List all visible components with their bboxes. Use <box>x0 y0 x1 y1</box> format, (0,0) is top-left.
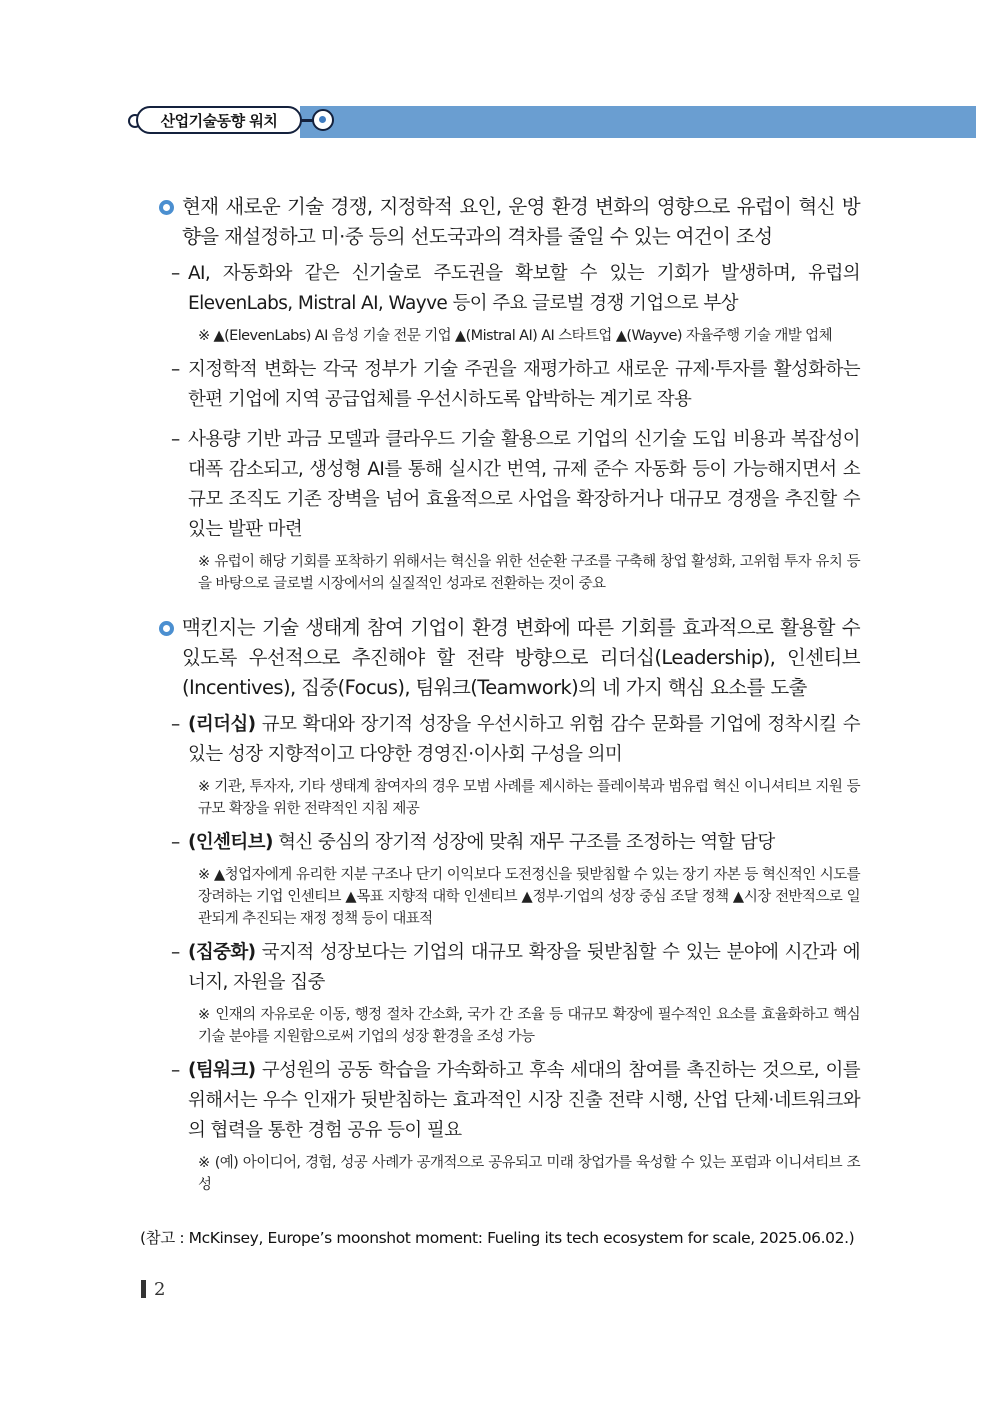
note-text: ※ 인재의 자유로운 이동, 행정 절차 간소화, 국가 간 조율 등 대규모 확장에 필수적인 요소를 효율화하고 핵심 기술 분야를 지원함으로써 기업의 성장 환경을 조성 가능 <box>198 1007 860 1045</box>
dash-mark: – <box>171 429 180 450</box>
item-label: (인센티브) <box>188 832 273 853</box>
list-item <box>150 259 860 319</box>
dash-mark: – <box>171 263 180 284</box>
item-note <box>150 551 860 595</box>
note-text: ※ 유럽이 해당 기회를 포착하기 위해서는 혁신을 위한 선순환 구조를 구축해 창업 활성화, 고위험 투자 유치 등을 바탕으로 글로벌 시장에서의 실질적인 성과로 전환하는 것이 중요 <box>198 554 860 592</box>
item-label: (팀워크) <box>188 1060 256 1081</box>
section-1-heading <box>150 192 860 252</box>
page-header <box>0 102 992 142</box>
note-text: ※ 기관, 투자자, 기타 생태계 참여자의 경우 모범 사례를 제시하는 플레이북과 범유럽 혁신 이니셔티브 지원 등 규모 확장을 위한 전략적인 지침 제공 <box>198 779 860 817</box>
dash-mark: – <box>171 1060 180 1081</box>
item-note <box>150 776 860 820</box>
section-text: 현재 새로운 기술 경쟁, 지정학적 요인, 운영 환경 변화의 영향으로 유럽이 혁신 방향을 재설정하고 미·중 등의 선도국과의 격차를 줄일 수 있는 여건이 조성 <box>182 195 860 248</box>
item-text: 지정학적 변화는 각국 정부가 기술 주권을 재평가하고 새로운 규제·투자를 활성화하는 한편 기업에 지역 공급업체를 우선시하도록 압박하는 계기로 작용 <box>188 359 860 410</box>
dash-mark: – <box>171 832 180 853</box>
page-number-text: 2 <box>154 1278 166 1300</box>
header-band <box>300 106 976 138</box>
item-text: AI, 자동화와 같은 신기술로 주도권을 확보할 수 있는 기회가 발생하며, 유럽의 ElevenLabs, Mistral AI, Wayve 등이 주요 글로벌 경쟁 기업으로 부상 <box>188 263 860 314</box>
item-note <box>150 1004 860 1048</box>
note-text: ※ ▲청업자에게 유리한 지분 구조나 단기 이익보다 도전정신을 뒷받침할 수 있는 장기 자본 등 혁신적인 시도를 장려하는 기업 인센티브 ▲목표 지향적 대학 인센티브 ▲정부·기업의 성장 중심 조달 정책 ▲시장 전반적으로 일관되게 추진되는 재정 정책 등이 대표적 <box>198 867 860 927</box>
list-item <box>150 710 860 770</box>
list-item <box>150 425 860 545</box>
note-text: ※ (예) 아이디어, 경험, 성공 사례가 공개적으로 공유되고 미래 창업가를 육성할 수 있는 포럼과 이니셔티브 조성 <box>198 1155 860 1193</box>
circle-bullet-icon <box>159 621 174 636</box>
header-title: 산업기술동향 워치 <box>136 106 302 134</box>
page-content <box>150 192 860 1204</box>
circle-bullet-icon <box>159 200 174 215</box>
item-label: (집중화) <box>188 942 256 963</box>
page-number-bar <box>141 1280 146 1298</box>
item-text: 혁신 중심의 장기적 성장에 맞춰 재무 구조를 조정하는 역할 담당 <box>272 832 775 853</box>
item-text: 규모 확대와 장기적 성장을 우선시하고 위험 감수 문화를 기업에 정착시킬 수 있는 성장 지향적이고 다양한 경영진·이사회 구성을 의미 <box>188 714 860 765</box>
header-right-dot-icon <box>312 109 334 131</box>
list-item <box>150 355 860 415</box>
dash-mark: – <box>171 942 180 963</box>
item-label: (리더십) <box>188 714 256 735</box>
list-item <box>150 938 860 998</box>
page-number <box>141 1278 165 1300</box>
reference-citation: (참고 : McKinsey, Europe’s moonshot moment: Fueling its tech ecosystem for scale, 2025.06.02.) <box>140 1229 855 1247</box>
list-item <box>150 1056 860 1146</box>
item-note <box>150 864 860 930</box>
list-item <box>150 828 860 858</box>
item-note <box>150 325 860 347</box>
dash-mark: – <box>171 714 180 735</box>
item-text: 국지적 성장보다는 기업의 대규모 확장을 뒷받침할 수 있는 분야에 시간과 에너지, 자원을 집중 <box>188 942 860 993</box>
item-text: 구성원의 공동 학습을 가속화하고 후속 세대의 참여를 촉진하는 것으로, 이를 위해서는 우수 인재가 뒷받침하는 효과적인 시장 진출 전략 시행, 산업 단체·네트워크와의 협력을 통한 경험 공유 등이 필요 <box>188 1060 860 1141</box>
section-2-heading <box>150 613 860 703</box>
section-text: 맥킨지는 기술 생태계 참여 기업이 환경 변화에 따른 기회를 효과적으로 활용할 수 있도록 우선적으로 추진해야 할 전략 방향으로 리더십(Leadership), 인센티브(Incentives), 집중(Focus), 팀워크(Teamwork)의 네 가지 핵심 요소를 도출 <box>182 616 860 699</box>
dash-mark: – <box>171 359 180 380</box>
note-text: ※ ▲(ElevenLabs) AI 음성 기술 전문 기업 ▲(Mistral AI) AI 스타트업 ▲(Wayve) 자율주행 기술 개발 업체 <box>198 328 832 344</box>
item-note <box>150 1152 860 1196</box>
item-text: 사용량 기반 과금 모델과 클라우드 기술 활용으로 기업의 신기술 도입 비용과 복잡성이 대폭 감소되고, 생성형 AI를 통해 실시간 번역, 규제 준수 자동화 등이 가능해지면서 소규모 조직도 기존 장벽을 넘어 효율적으로 사업을 확장하거나 대규모 경쟁을 추진할 수 있는 발판 마련 <box>188 429 860 540</box>
